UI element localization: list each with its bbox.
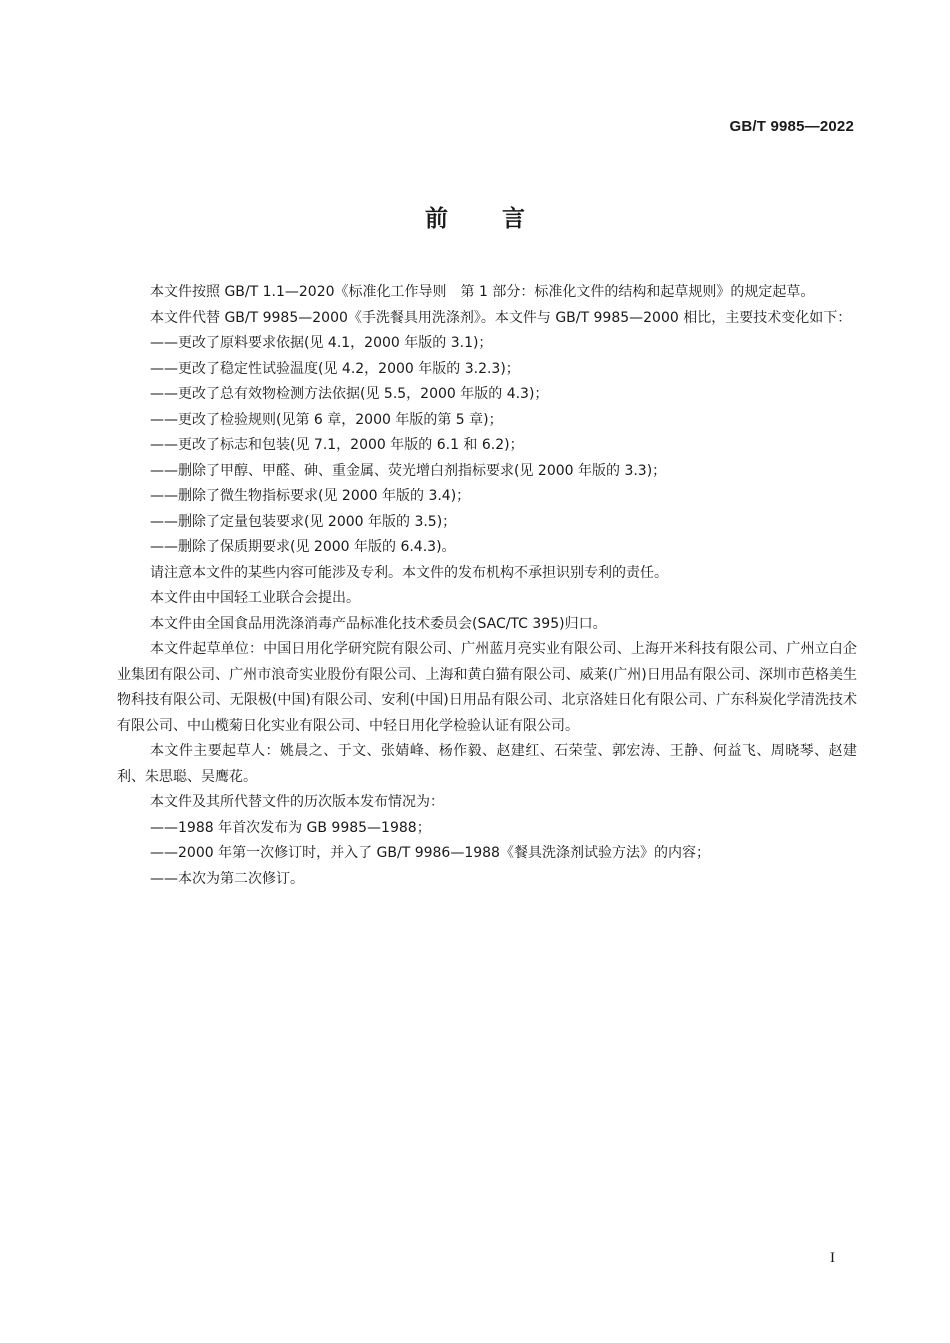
change-item: ——更改了原料要求依据(见 4.1，2000 年版的 3.1)； [150, 335, 493, 351]
paragraph-drafting-rules: 本文件按照 GB/T 1.1—2020《标准化工作导则 第 1 部分：标准化文件的结构和起草规则》的规定起草。 [150, 284, 815, 300]
paragraph-replacement: 本文件代替 GB/T 9985—2000《手洗餐具用洗涤剂》。本文件与 GB/T 9985—2000 相比，主要技术变化如下： [150, 309, 852, 326]
paragraph-patent-notice: 请注意本文件的某些内容可能涉及专利。本文件的发布机构不承担识别专利的责任。 [150, 564, 668, 581]
change-item: ——删除了定量包装要求(见 2000 年版的 3.5)； [150, 513, 457, 530]
history-item: ——1988 年首次发布为 GB 9985—1988； [150, 819, 431, 836]
change-item: ——更改了总有效物检测方法依据(见 5.5，2000 年版的 4.3)； [150, 386, 549, 402]
change-item: ——更改了标志和包装(见 7.1，2000 年版的 6.1 和 6.2)； [150, 437, 524, 453]
paragraph-history-intro: 本文件及其所代替文件的历次版本发布情况为： [150, 794, 444, 810]
foreword-body [117, 280, 857, 892]
change-item: ——删除了微生物指标要求(见 2000 年版的 3.4)； [150, 488, 471, 504]
paragraph-drafters: 本文件主要起草人：姚晨之、于文、张婧峰、杨作毅、赵建红、石荣莹、郭宏涛、王静、何益飞、周晓琴、赵建利、朱思聪、吴鹰花。 [117, 743, 857, 785]
change-item: ——删除了保质期要求(见 2000 年版的 6.4.3)。 [150, 539, 456, 555]
change-item: ——更改了检验规则(见第 6 章，2000 年版的第 5 章)； [150, 411, 503, 428]
standard-code: GB/T 9985—2022 [729, 118, 854, 135]
paragraph-proposer: 本文件由中国轻工业联合会提出。 [150, 590, 360, 606]
history-item: ——本次为第二次修订。 [150, 870, 304, 887]
change-item: ——删除了甲醇、甲醛、砷、重金属、荧光增白剂指标要求(见 2000 年版的 3.3)； [150, 462, 667, 479]
paragraph-drafting-units: 本文件起草单位：中国日用化学研究院有限公司、广州蓝月亮实业有限公司、上海开米科技有限公司、广州立白企业集团有限公司、广州市浪奇实业股份有限公司、上海和黄白猫有限公司、威莱(广州)日用品有限公司、深圳市芭格美生物科技有限公司、无限极(中国)有限公司、安利(中国)日用品有限公司、北京洛娃日化有限公司、广东科炭化学清洗技术有限公司、中山榄菊日化实业有限公司、中轻日用化学检验认证有限公司。 [117, 641, 857, 734]
history-item: ——2000 年第一次修订时，并入了 GB/T 9986—1988《餐具洗涤剂试验方法》的内容； [150, 845, 710, 861]
page-number: I [830, 1250, 835, 1266]
paragraph-committee: 本文件由全国食品用洗涤消毒产品标准化技术委员会(SAC/TC 395)归口。 [150, 615, 607, 632]
page-title: 前言 [425, 206, 579, 232]
change-item: ——更改了稳定性试验温度(见 4.2，2000 年版的 3.2.3)； [150, 360, 520, 377]
